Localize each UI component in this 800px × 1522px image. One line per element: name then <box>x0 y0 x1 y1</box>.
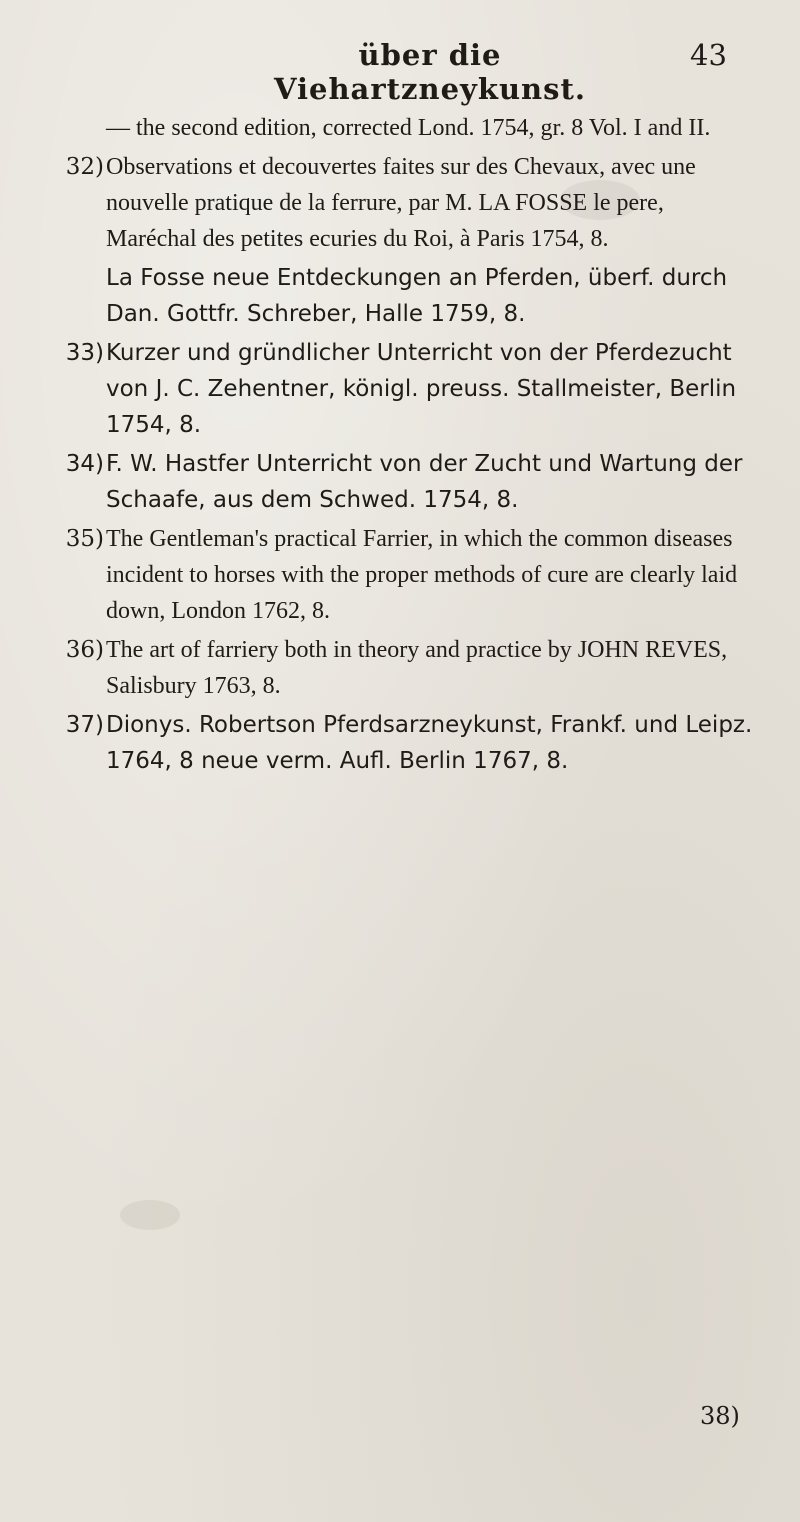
entry-number: 36) <box>65 637 104 663</box>
bibliography-entry <box>44 521 759 629</box>
entry-number: 34) <box>65 451 104 477</box>
entry-text: The Gentleman's practical Farrier, in which the common diseases incident to horses with the proper methods of cure are clearly laid down, London 1762, 8. <box>106 526 738 624</box>
page-header <box>0 38 800 106</box>
bibliography-entry <box>44 149 759 257</box>
bibliography-entry <box>44 260 759 332</box>
page-number: 43 <box>690 38 727 72</box>
catchword: 38) <box>700 1402 740 1430</box>
entry-text: — the second edition, corrected Lond. 1754, gr. 8 Vol. I and II. <box>106 115 711 141</box>
bibliography-entry <box>44 335 759 443</box>
entry-text: Kurzer und gründlicher Unterricht von der Pferdezucht von J. C. Zehentner, königl. preuss. Stallmeister, Berlin 1754, 8. <box>106 340 737 438</box>
bibliography-entry <box>44 110 759 146</box>
paper-stain <box>120 1200 180 1230</box>
entry-text: Dionys. Robertson Pferdsarzneykunst, Frankf. und Leipz. 1764, 8 neue verm. Aufl. Berlin 1767, 8. <box>106 712 753 774</box>
bibliography-list <box>44 110 759 782</box>
entry-text: La Fosse neue Entdeckungen an Pferden, überf. durch Dan. Gottfr. Schreber, Halle 1759, 8. <box>106 265 728 327</box>
entry-number: 32) <box>65 154 104 180</box>
bibliography-entry <box>44 707 759 779</box>
entry-number: 33) <box>65 340 104 366</box>
entry-text: The art of farriery both in theory and practice by JOHN REVES, Salisbury 1763, 8. <box>106 637 728 699</box>
entry-number: 37) <box>65 712 104 738</box>
bibliography-entry <box>44 446 759 518</box>
entry-number: 35) <box>65 526 104 552</box>
entry-text: Observations et decouvertes faites sur des Chevaux, avec une nouvelle pratique de la ferrure, par M. LA FOSSE le pere, Maréchal des petites ecuries du Roi, à Paris 1754, 8. <box>106 154 696 252</box>
entry-text: F. W. Hastfer Unterricht von der Zucht und Wartung der Schaafe, aus dem Schwed. 1754, 8. <box>106 451 743 513</box>
bibliography-entry <box>44 632 759 704</box>
running-head: über die Viehartzneykunst. <box>274 38 586 106</box>
